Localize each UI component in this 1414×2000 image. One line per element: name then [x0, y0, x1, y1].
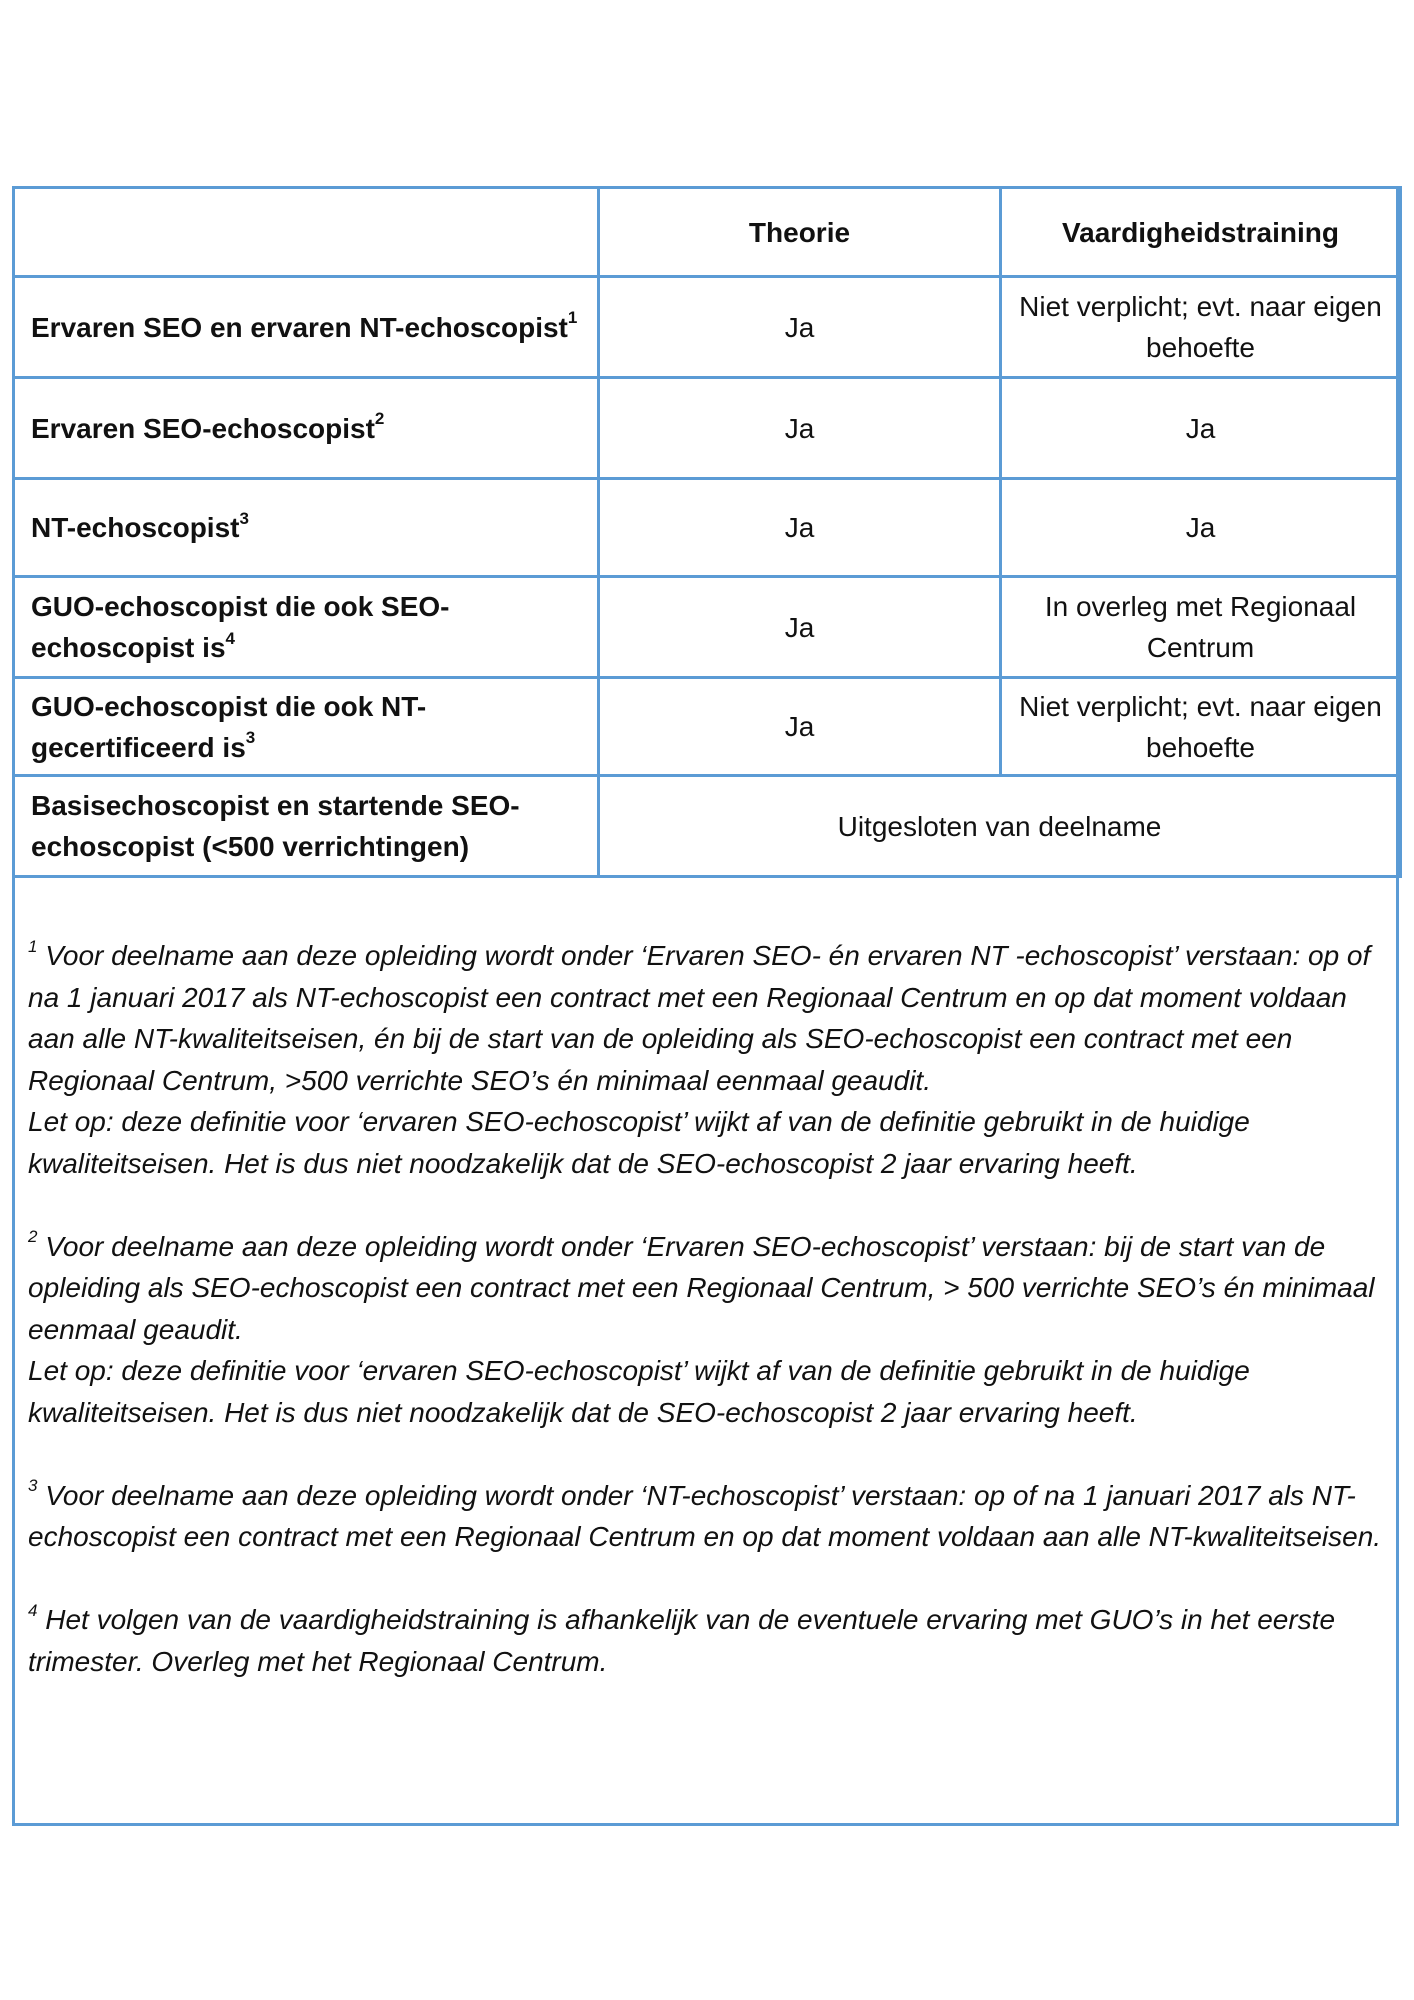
footnote-number: 2 — [28, 1227, 38, 1247]
footnote-ref: 3 — [245, 728, 256, 748]
theorie-cell: Ja — [599, 277, 1001, 378]
footnote-ref: 4 — [225, 628, 235, 648]
training-cell: Ja — [1001, 479, 1401, 577]
row-label: Basisechoscopist en startende SEO-echoscopist (<500 verrichtingen) — [14, 776, 599, 877]
row-label: Ervaren SEO en ervaren NT-echoscopist$^1$ — [14, 277, 599, 378]
footnote-ref: 1 — [567, 308, 578, 328]
footnote-note: Let op: deze definitie voor ‘ervaren SEO-echoscopist’ wijkt af van de definitie gebruikt in de huidige kwaliteitseisen. Het is dus niet noodzakelijk dat de SEO-echoscopist 2 jaar ervaring heeft. — [28, 1106, 1250, 1179]
table-row — [14, 277, 1401, 378]
table-row — [14, 479, 1401, 577]
header-vaardigheidstraining: Vaardigheidstraining — [1001, 188, 1401, 277]
theorie-cell: Ja — [599, 577, 1001, 678]
footnote-3 — [28, 1475, 1383, 1558]
excluded-cell: Uitgesloten van deelname — [599, 776, 1401, 877]
table-row — [14, 378, 1401, 479]
theorie-cell: Ja — [599, 678, 1001, 776]
row-label: Ervaren SEO-echoscopist$^2$ — [14, 378, 599, 479]
footnote-text: $^3$ Voor deelname aan deze opleiding wordt onder ‘NT-echoscopist’ verstaan: op of na 1 januari 2017 als NT-echoscopist een contract met een Regionaal Centrum en op dat moment voldaan aan alle NT-kwaliteitseisen. — [28, 1476, 1382, 1552]
theorie-cell: Ja — [599, 378, 1001, 479]
training-cell: In overleg met Regionaal Centrum — [1001, 577, 1401, 678]
table-row — [14, 577, 1401, 678]
training-cell: Niet verplicht; evt. naar eigen behoefte — [1001, 277, 1401, 378]
footnote-number: 1 — [28, 936, 38, 956]
footnote-number: 4 — [28, 1600, 38, 1620]
training-cell: Ja — [1001, 378, 1401, 479]
footnote-text: $^2$ Voor deelname aan deze opleiding wordt onder ‘Ervaren SEO-echoscopist’ verstaan: bij de start van de opleiding als SEO-echoscopist een contract met een Regionaal Centrum, > 500 verrichte SEO’s én minimaal eenmaal geaudit. — [28, 1227, 1375, 1345]
footnote-4 — [28, 1599, 1383, 1682]
eligibility-table — [12, 186, 1402, 878]
table-header-row — [14, 188, 1401, 277]
header-theorie: Theorie — [599, 188, 1001, 277]
table-row — [14, 678, 1401, 776]
footnote-text: $^1$ Voor deelname aan deze opleiding wordt onder ‘Ervaren SEO- én ervaren NT -echoscopist’ verstaan: op of na 1 januari 2017 als NT-echoscopist een contract met een Regionaal Centrum en op dat moment voldaan aan alle NT-kwaliteitseisen, én bij de start van de opleiding als SEO-echoscopist een contract met een Regionaal Centrum, >500 verrichte SEO’s én minimaal eenmaal geaudit. — [28, 936, 1371, 1096]
footnote-number: 3 — [28, 1476, 38, 1496]
table-row — [14, 776, 1401, 877]
training-cell: Niet verplicht; evt. naar eigen behoefte — [1001, 678, 1401, 776]
footnote-ref: 3 — [239, 508, 249, 528]
footnote-1 — [28, 935, 1383, 1184]
row-label: GUO-echoscopist die ook NT-gecertificeerd $is^3$ — [14, 678, 599, 776]
footnote-note: Let op: deze definitie voor ‘ervaren SEO-echoscopist’ wijkt af van de definitie gebruikt in de huidige kwaliteitseisen. Het is dus niet noodzakelijk dat de SEO-echoscopist 2 jaar ervaring heeft. — [28, 1355, 1250, 1428]
footnote-ref: 2 — [374, 409, 385, 429]
footnotes — [28, 935, 1383, 1724]
row-label: GUO-echoscopist die ook SEO-echoscopist $is^4$ — [14, 577, 599, 678]
row-label: NT-echoscopist$^3$ — [14, 479, 599, 577]
footnote-2 — [28, 1226, 1383, 1434]
header-empty-cell — [14, 188, 599, 277]
footnote-text: $^4$ Het volgen van de vaardigheidstraining is afhankelijk van de eventuele ervaring met GUO’s in het eerste trimester. Overleg met het Regionaal Centrum. — [28, 1600, 1336, 1677]
theorie-cell: Ja — [599, 479, 1001, 577]
